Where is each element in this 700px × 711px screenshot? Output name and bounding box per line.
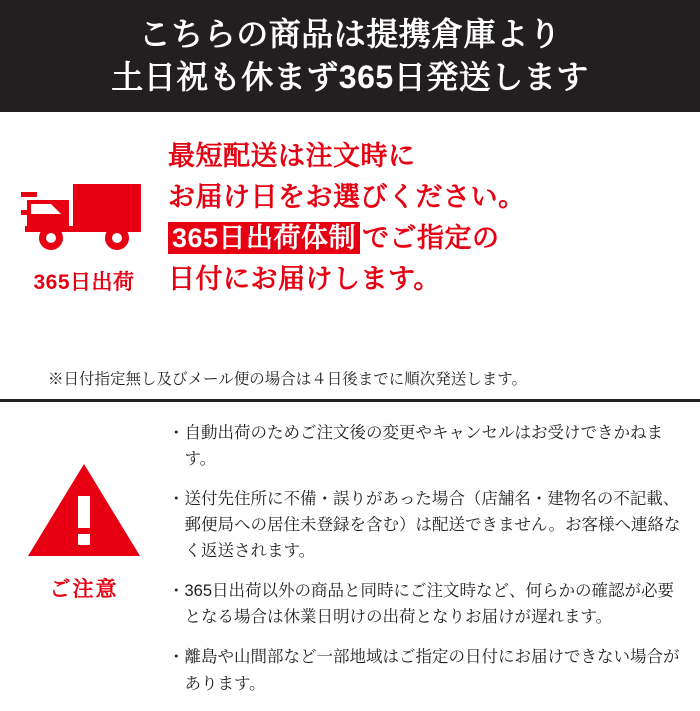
caution-label: ご注意 — [49, 578, 119, 601]
shipping-note: ※日付指定無し及びメール便の場合は４日後までに順次発送します。 — [48, 371, 527, 389]
truck-label: 365日出荷 — [33, 271, 135, 294]
headline-line-4: 日付にお届けします。 — [168, 264, 441, 295]
shipping-body — [0, 122, 700, 359]
header-line-2: 土日祝も休まず365日発送します — [111, 59, 589, 95]
truck-block — [0, 122, 168, 296]
bullet-marker: ・ — [168, 648, 185, 667]
banner-header — [0, 0, 700, 112]
bullet-marker: ・ — [168, 582, 185, 601]
headline-line-3-rest: でご指定の — [362, 223, 500, 254]
bullet-marker: ・ — [168, 490, 185, 509]
caution-item-text: 365日出荷以外の商品と同時にご注文時など、何らかの確認が必要となる場合は休業日明けの出荷となりお届けが遅れます。 — [184, 582, 675, 627]
list-item — [168, 578, 684, 630]
caution-list — [168, 416, 700, 711]
caution-item-text: 自動出荷のためご注文後の変更やキャンセルはお受けできかねます。 — [184, 424, 663, 469]
headline-line-2: お届け日をお選びください。 — [168, 182, 526, 213]
shipping-section — [0, 112, 700, 402]
header-line-1: こちらの商品は提携倉庫より — [138, 15, 562, 52]
caution-item-text: 離島や山間部など一部地域はご指定の日付にお届けできない場合があります。 — [184, 648, 680, 693]
bullet-marker: ・ — [168, 424, 185, 442]
list-item — [168, 486, 684, 564]
list-item — [168, 644, 684, 696]
headline-line-3 — [168, 218, 686, 259]
caution-mark — [0, 416, 168, 603]
warning-triangle-icon — [25, 460, 143, 565]
highlight-365-badge: 365日出荷体制 — [168, 222, 360, 254]
caution-item-text: 送付先住所に不備・誤りがあった場合（店舗名・建物名の不記載、郵便局への居住未登録を含む）は配送できません。お客様へ連絡なく返送されます。 — [184, 490, 681, 561]
delivery-truck-icon — [21, 170, 147, 256]
caution-section — [0, 402, 700, 711]
list-item — [168, 420, 684, 472]
shipping-headline — [168, 122, 700, 300]
headline-line-1: 最短配送は注文時に — [168, 141, 416, 171]
